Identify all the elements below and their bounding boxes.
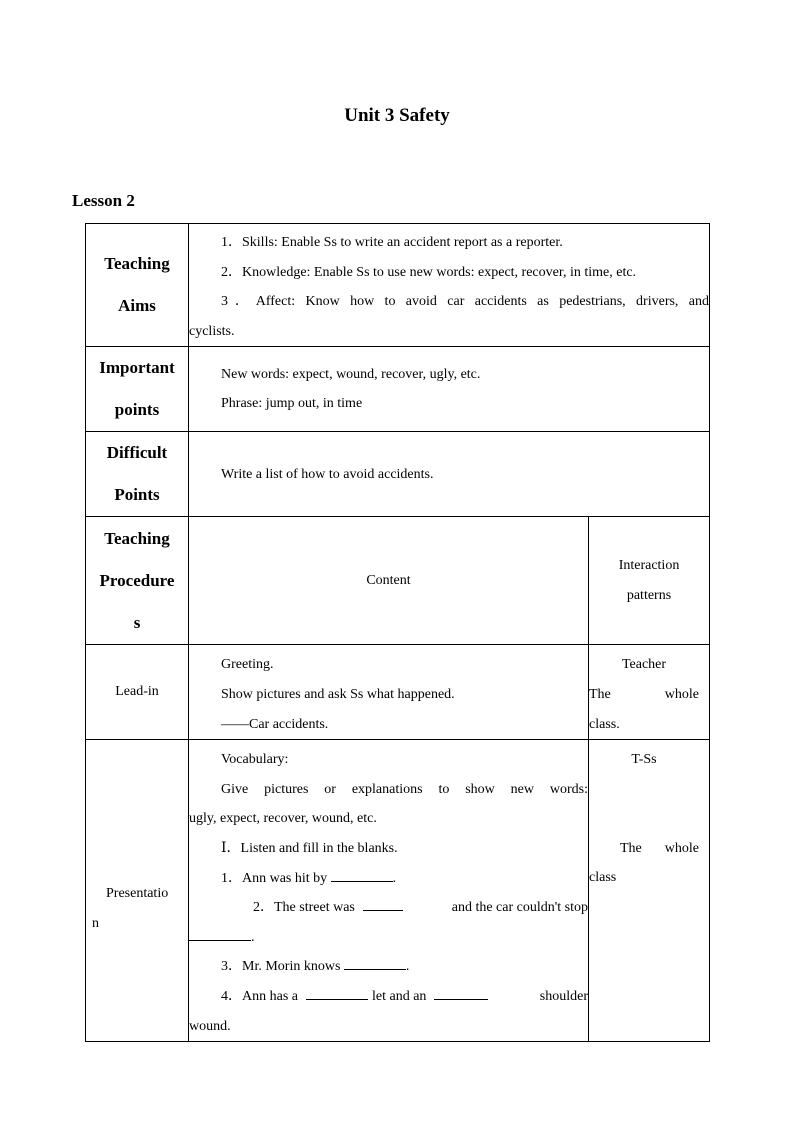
blank-5 [306, 985, 368, 1000]
aim-knowledge: 2．Knowledge: Enable Ss to use new words: expect, recover, in time, etc. [221, 264, 637, 280]
blank-2 [363, 896, 403, 911]
blank-3 [189, 926, 251, 941]
blank-1 [331, 867, 393, 882]
vocab-heading: Vocabulary: [221, 752, 289, 768]
label-teaching-aims: Teaching Aims [86, 224, 189, 347]
label-teaching-procedures: Teaching Procedure s [86, 517, 189, 645]
question-3: 3．Mr. Morin knows . [189, 952, 588, 982]
listen-instruction: Ⅰ．Listen and fill in the blanks. [221, 840, 398, 856]
lesson-plan-table [85, 223, 710, 1042]
lead-in-pattern: Teacher The whole class. [589, 645, 710, 740]
blank-4 [344, 955, 406, 970]
aims-content [189, 224, 710, 347]
vocab-instruction: Give pictures or explanations to show new words: [221, 781, 588, 797]
difficult-content [189, 432, 710, 517]
row-lead-in [86, 645, 710, 740]
presentation-content [189, 740, 589, 1042]
aim-skills: 1．Skills: Enable Ss to write an accident report as a reporter. [221, 235, 563, 250]
header-content: Content [189, 517, 589, 645]
label-important-points: Important points [86, 347, 189, 432]
row-teaching-aims [86, 224, 710, 347]
row-important-points [86, 347, 710, 432]
question-4-cont: wound. [189, 1018, 231, 1034]
important-new-words: New words: expect, wound, recover, ugly, etc. [221, 366, 481, 382]
question-2: 2．The street was and the car couldn't stop [189, 893, 588, 923]
row-presentation [86, 740, 710, 1042]
important-content [189, 347, 710, 432]
blank-6 [434, 985, 488, 1000]
presentation-pattern: T-Ss The whole class [589, 740, 710, 1042]
label-lead-in: Lead-in [86, 645, 189, 740]
row-procedures-header [86, 517, 710, 645]
vocab-words: ugly, expect, recover, wound, etc. [189, 811, 377, 827]
lead-in-greeting: Greeting. [221, 657, 274, 673]
lesson-heading: Lesson 2 [72, 191, 135, 210]
lead-in-pictures: Show pictures and ask Ss what happened. [221, 686, 455, 702]
lead-in-answer: ——Car accidents. [221, 716, 329, 732]
row-difficult-points [86, 432, 710, 517]
aim-affect-cont: cyclists. [189, 323, 235, 339]
header-interaction-patterns: Interaction patterns [589, 517, 710, 645]
label-presentation: Presentatio n [86, 740, 189, 1042]
lead-in-content [189, 645, 589, 740]
question-4: 4．Ann has a let and an shoulder [189, 982, 588, 1012]
label-difficult-points: Difficult Points [86, 432, 189, 517]
question-2-cont: . [189, 923, 588, 953]
difficult-line: Write a list of how to avoid accidents. [221, 466, 434, 482]
question-1: 1．Ann was hit by . [189, 864, 588, 894]
page-title: Unit 3 Safety [344, 105, 450, 126]
aim-affect: 3．Affect: Know how to avoid car accidents as pedestrians, drivers, and [221, 294, 710, 310]
important-phrase: Phrase: jump out, in time [221, 396, 363, 412]
